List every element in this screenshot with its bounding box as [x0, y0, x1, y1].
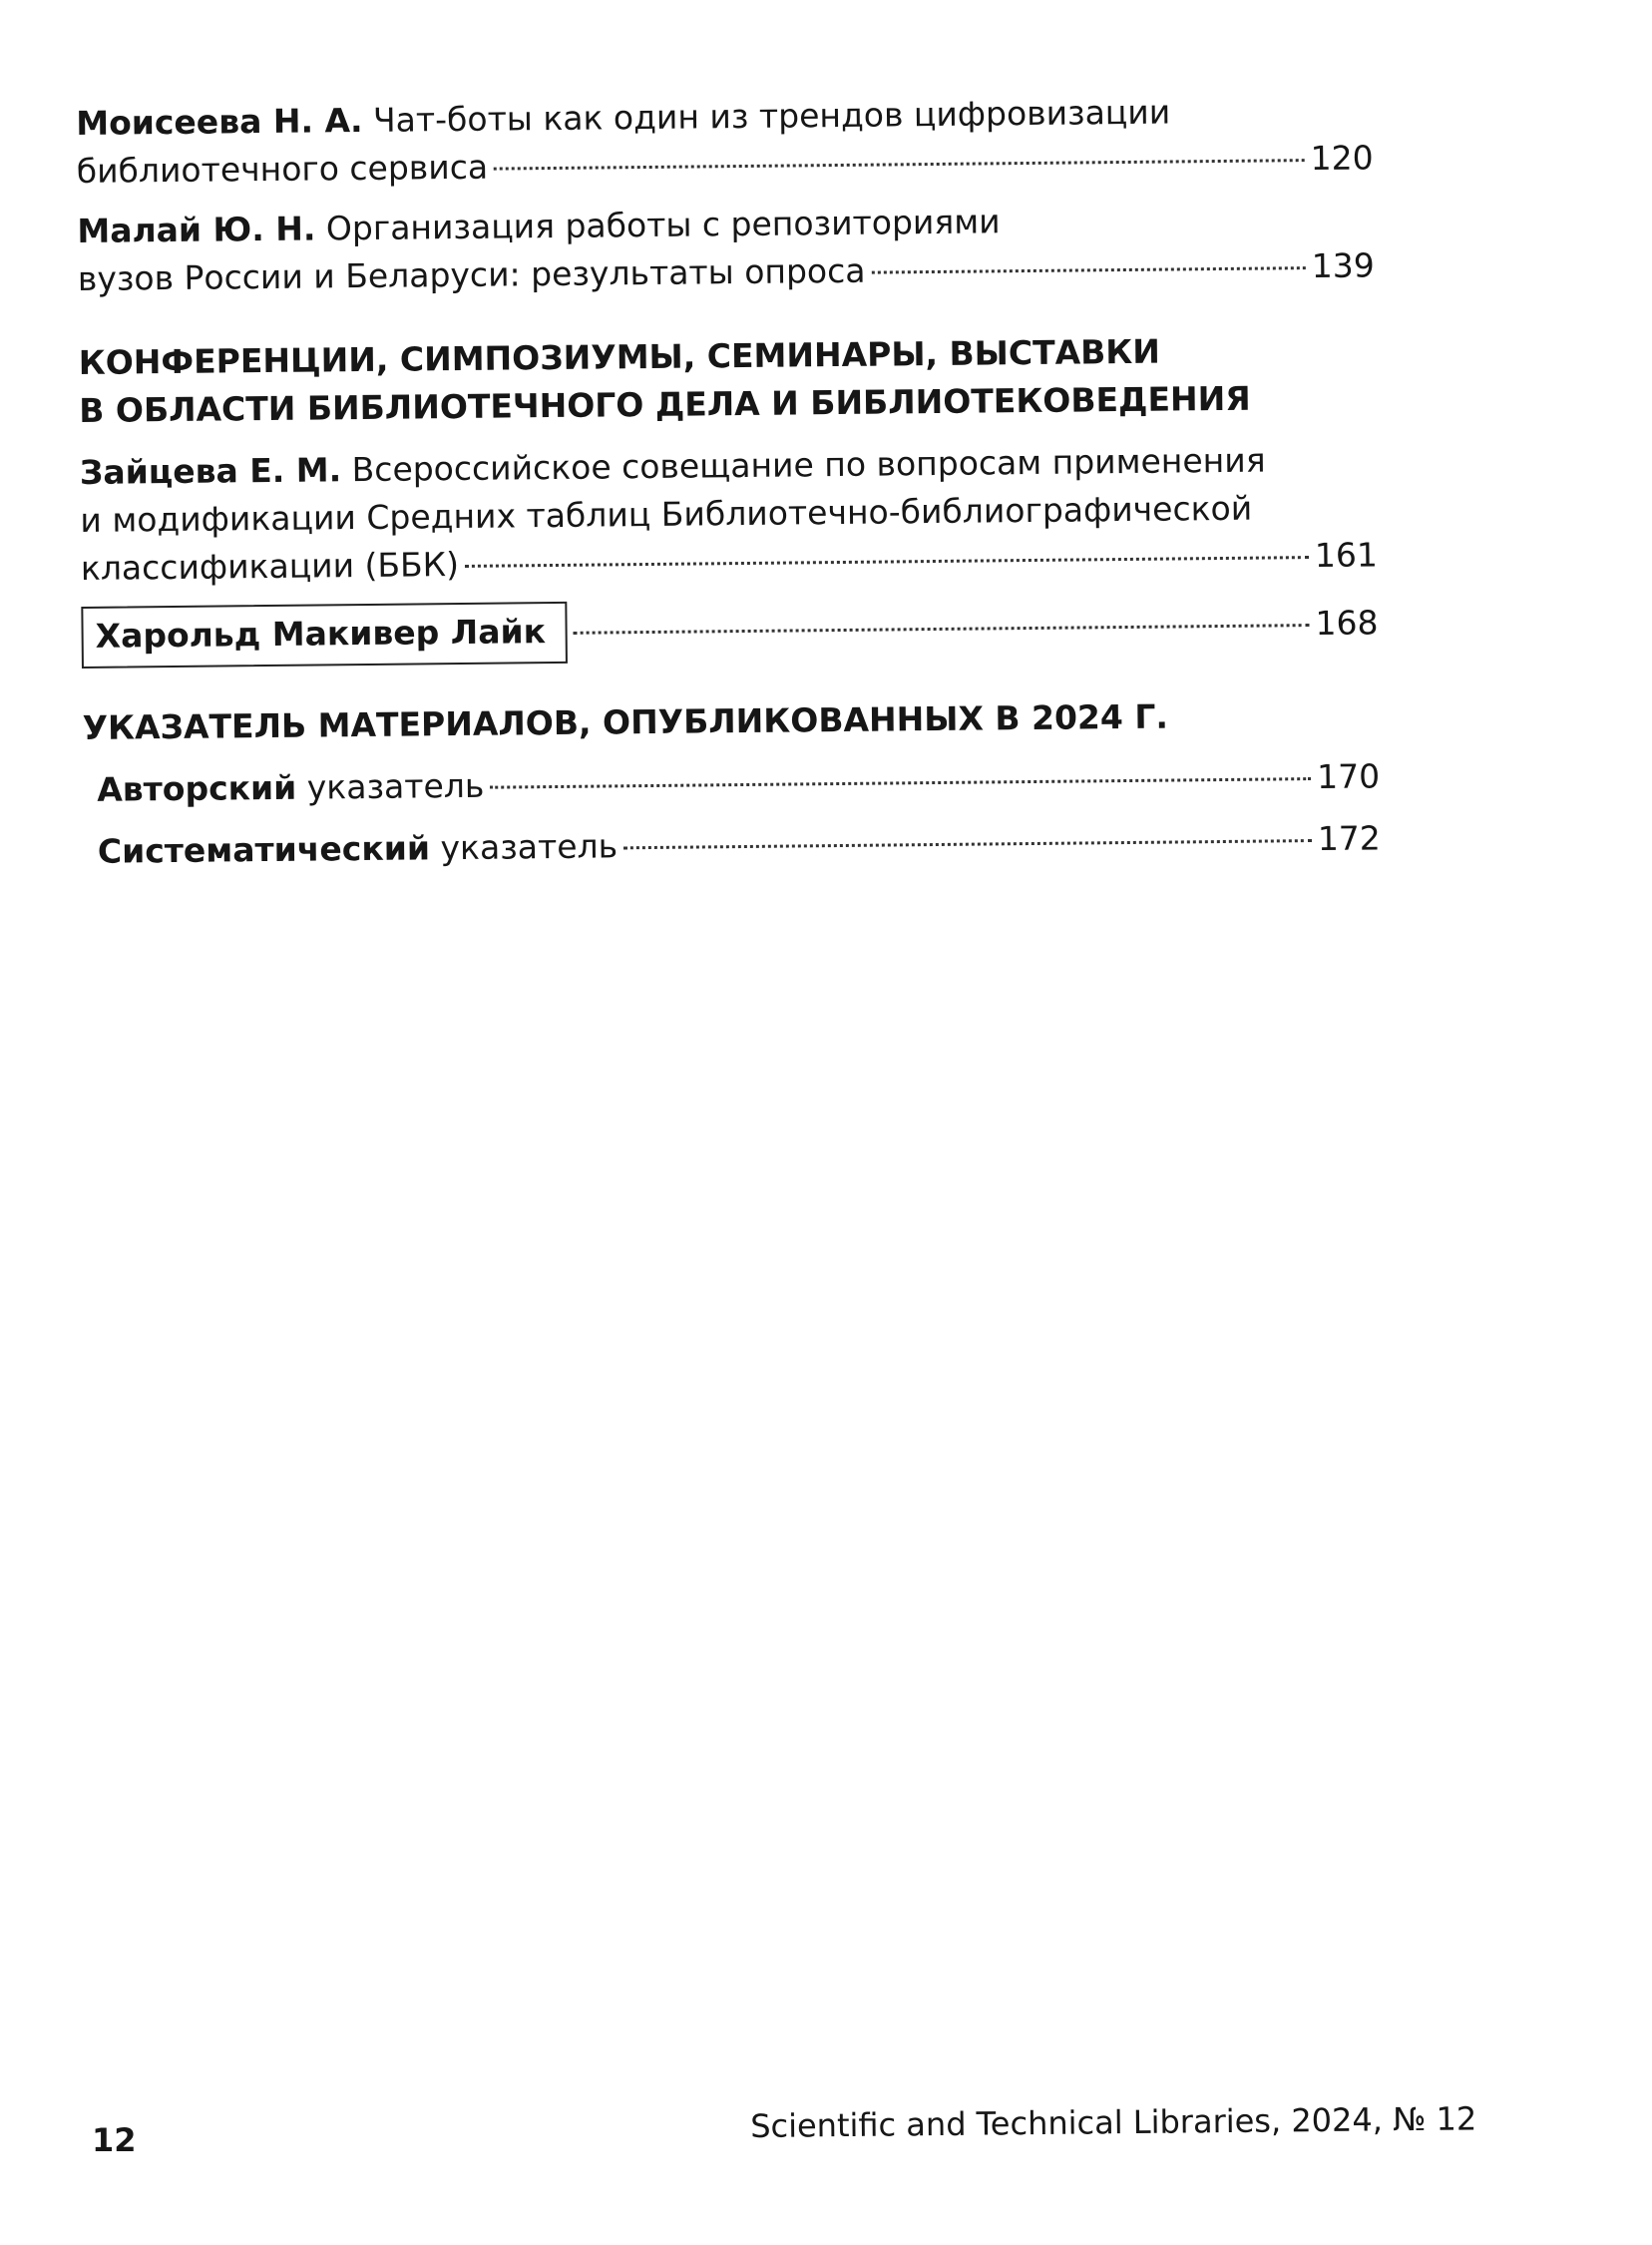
entry-title-line2: и модификации Средних таблиц Библиотечно-библиографической — [80, 488, 1253, 540]
dot-leader — [871, 266, 1305, 274]
entry-page-number: 161 — [1314, 535, 1379, 576]
toc-entry-harold-lyke — [81, 593, 1379, 669]
boxed-entry-title: Харольд Макивер Лайк — [81, 602, 568, 669]
toc-entry-malay — [77, 194, 1375, 303]
entry-title-line3: классификации (ББК) — [80, 545, 460, 588]
index-label-bold: Систематический — [97, 828, 431, 871]
entry-page-number: 120 — [1310, 138, 1374, 179]
entry-author: Моисеева Н. А. — [76, 100, 363, 143]
entry-title-line2: вузов России и Беларуси: результаты опроса — [77, 250, 866, 298]
entry-title-line1: Всероссийское совещание по вопросам применения — [351, 440, 1266, 490]
dot-leader — [623, 839, 1312, 849]
index-label-rest: указатель — [306, 765, 485, 807]
dot-leader — [465, 556, 1309, 568]
index-label-bold: Авторский — [97, 767, 297, 809]
entry-title-line2: библиотечного сервиса — [76, 147, 489, 191]
entry-author: Малай Ю. Н. — [77, 209, 316, 250]
entry-title-line1: Организация работы с репозиториями — [325, 202, 1001, 248]
dot-leader — [494, 159, 1305, 171]
entry-page-number: 170 — [1316, 756, 1381, 797]
toc-entry-author-index — [83, 752, 1380, 814]
entry-page-number: 168 — [1315, 603, 1379, 644]
entry-page-number: 139 — [1311, 245, 1376, 286]
section-heading-index: УКАЗАТЕЛЬ МАТЕРИАЛОВ, ОПУБЛИКОВАННЫХ В 2024 Г. — [82, 696, 1169, 747]
table-of-contents — [76, 86, 1381, 890]
footer-page-number: 12 — [92, 2121, 137, 2159]
index-label-rest: указатель — [440, 826, 619, 868]
entry-title-line1: Чат-боты как один из трендов цифровизации — [372, 92, 1171, 140]
dot-leader — [490, 777, 1311, 789]
section-heading-line2: В ОБЛАСТИ БИБЛИОТЕЧНОГО ДЕЛА И БИБЛИОТЕКОВЕДЕНИЯ — [79, 378, 1251, 430]
toc-entry-zaytseva — [80, 435, 1378, 593]
section-heading-line1: КОНФЕРЕНЦИИ, СИМПОЗИУМЫ, СЕМИНАРЫ, ВЫСТАВКИ — [78, 331, 1161, 382]
toc-entry-moiseeva — [76, 86, 1374, 196]
section-heading-conferences — [79, 325, 1377, 435]
footer-journal-title: Scientific and Technical Libraries, 2024, № 12 — [750, 2099, 1477, 2145]
toc-entry-systematic-index — [84, 814, 1381, 876]
dot-leader — [574, 624, 1310, 635]
entry-author: Зайцева Е. М. — [79, 450, 342, 492]
entry-page-number: 172 — [1317, 818, 1382, 859]
